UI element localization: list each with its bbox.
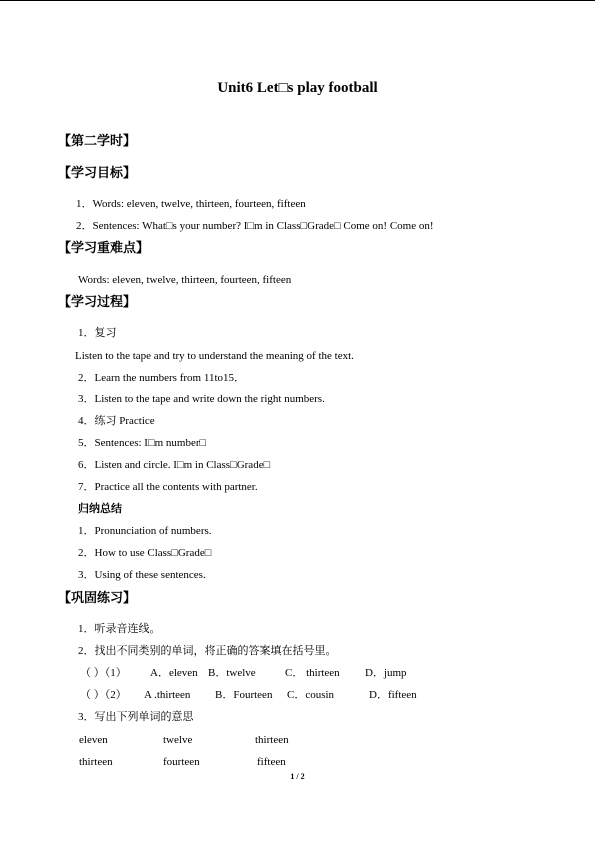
q2-item-1-option-b: B．twelve (208, 667, 256, 679)
process-step-2: 2．Learn the numbers from 11to15． (78, 372, 245, 384)
q3-word: fifteen (257, 756, 286, 768)
q3-word: eleven (79, 734, 108, 746)
process-step-3: 3．Listen to the tape and write down the right numbers. (78, 393, 325, 405)
section-key-points-heading: 【学习重难点】 (58, 241, 150, 256)
document-title: Unit6 Let□s play football (217, 80, 378, 96)
q2-item-1-option-d: D．jump (365, 667, 407, 679)
summary-item-3: 3．Using of these sentences. (78, 569, 206, 581)
q2-item-1-option-c: C． thirteen (285, 667, 340, 679)
section-process-heading: 【学习过程】 (58, 295, 137, 310)
section-period-heading: 【第二学时】 (58, 134, 137, 149)
q3-word: fourteen (163, 756, 200, 768)
q2-item-2-number: （ ）（2） (80, 689, 127, 701)
process-step-1-desc: Listen to the tape and try to understand the meaning of the text. (75, 350, 354, 362)
q2-item-2-option-d: D．fifteen (369, 689, 417, 701)
practice-q2: 2．找出不同类别的单词，将正确的答案填在括号里。 (78, 645, 337, 657)
q2-item-2-option-b: B．Fourteen (215, 689, 273, 701)
q3-word: twelve (163, 734, 193, 746)
q2-item-2-option-c: C．cousin (287, 689, 335, 701)
process-step-7: 7．Practice all the contents with partner. (78, 481, 258, 493)
process-step-4: 4．练习 Practice (78, 415, 155, 427)
summary-item-1: 1．Pronunciation of numbers. (78, 525, 212, 537)
page-number: 1 / 2 (290, 772, 305, 781)
q2-item-1-option-a: A．eleven (150, 667, 198, 679)
process-step-6: 6．Listen and circle. I□m in Class□Grade□ (78, 459, 271, 471)
process-step-1: 1．复习 (78, 327, 117, 339)
q3-word: thirteen (255, 734, 289, 746)
q2-item-1-number: （ ）（1） (80, 667, 127, 679)
q2-item-2-option-a: A .thirteen (144, 689, 191, 701)
objective-2: 2．Sentences: What□s your number? I□m in Class□Grade□ Come on! Come on! (76, 220, 434, 232)
key-points-text: Words: eleven, twelve, thirteen, fourteen, fifteen (78, 274, 292, 286)
objective-1: 1．Words: eleven, twelve, thirteen, fourteen, fifteen (76, 198, 306, 210)
page-top-border (0, 0, 595, 1)
process-step-5: 5．Sentences: I□m number□ (78, 437, 207, 449)
practice-q1: 1．听录音连线。 (78, 623, 161, 635)
q3-word: thirteen (79, 756, 113, 768)
section-objectives-heading: 【学习目标】 (58, 166, 137, 181)
summary-item-2: 2．How to use Class□Grade□ (78, 547, 212, 559)
summary-heading: 归纳总结 (78, 502, 122, 515)
practice-q3: 3．写出下列单词的意思 (78, 711, 194, 723)
section-practice-heading: 【巩固练习】 (58, 591, 137, 606)
